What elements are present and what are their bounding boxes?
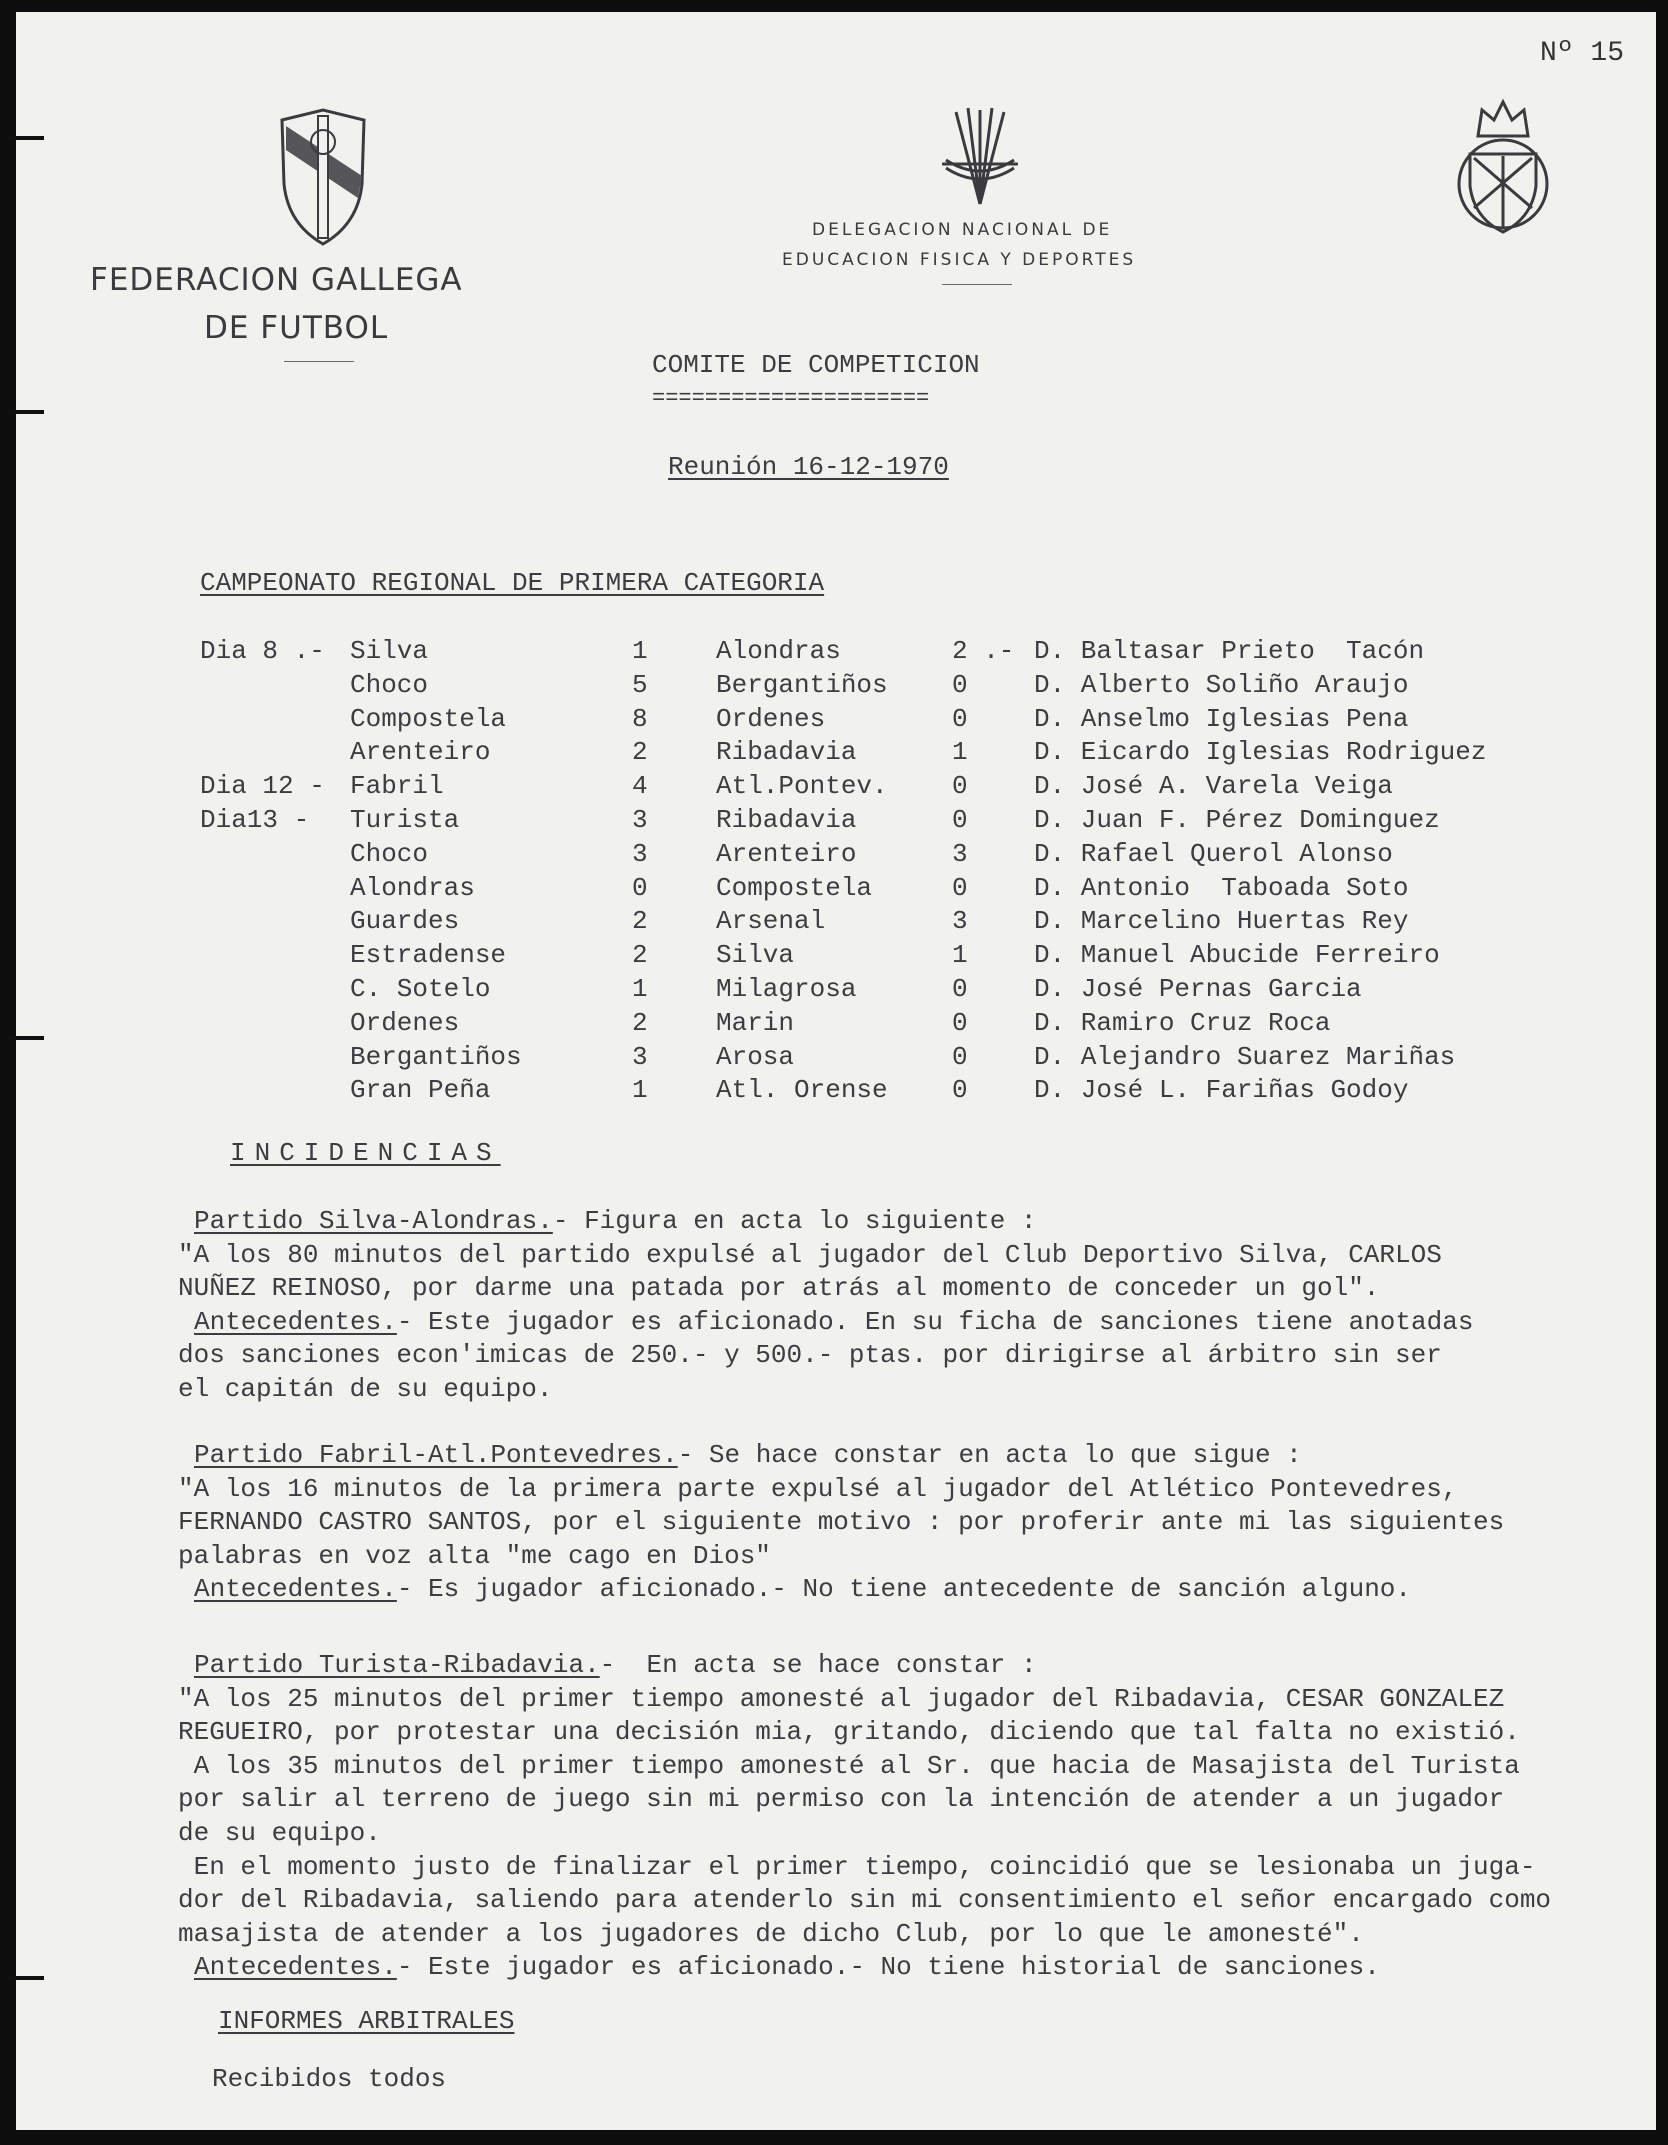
result-home-score: 2: [632, 737, 648, 768]
result-home-team: Fabril: [350, 771, 444, 802]
result-away-team: Bergantiños: [716, 669, 888, 700]
federation-name: FEDERACION GALLEGA: [90, 262, 463, 298]
incident-text-line: FERNANDO CASTRO SANTOS, por el siguiente motivo : por proferir ante mi las siguientes: [178, 1507, 1505, 1538]
result-away-score: 1: [952, 737, 968, 768]
result-home-team: Choco: [350, 669, 429, 700]
crowned-crest-icon: [1452, 96, 1554, 240]
incident-intro: - Se hace constar en acta lo que sigue :: [677, 1440, 1302, 1470]
result-referee: D. Antonio Taboada Soto: [1034, 872, 1409, 903]
result-away-score: 0: [952, 1041, 968, 1072]
page-title: COMITE DE COMPETICION: [652, 350, 980, 380]
antecedentes-line: [194, 1574, 1411, 1604]
result-day: Dia 12 -: [200, 771, 325, 802]
result-referee: D. José A. Varela Veiga: [1034, 771, 1393, 802]
incident-text-line: A los 35 minutos del primer tiempo amonesté al Sr. que hacia de Masajista del Turista: [178, 1750, 1520, 1781]
result-away-score: 0: [952, 771, 968, 802]
result-away-score: 3: [952, 906, 968, 937]
incident-heading: Partido Silva-Alondras.: [194, 1206, 553, 1236]
result-referee: D. Ramiro Cruz Roca: [1034, 1007, 1331, 1038]
result-home-score: 5: [632, 669, 648, 700]
incident-intro: - Figura en acta lo siguiente :: [552, 1206, 1037, 1236]
result-home-score: 2: [632, 906, 648, 937]
incident-heading-line: [194, 1440, 1302, 1470]
result-away-team: Arosa: [716, 1041, 795, 1072]
result-away-team: Arsenal: [716, 906, 826, 937]
incident-intro: - En acta se hace constar :: [599, 1650, 1037, 1680]
result-home-team: Arenteiro: [350, 737, 491, 768]
incident-text-line: NUÑEZ REINOSO, por darme una patada por atrás al momento de conceder un gol".: [178, 1273, 1380, 1304]
result-away-team: Compostela: [716, 872, 873, 903]
header-divider: [942, 284, 1012, 285]
result-away-score: 0: [952, 974, 968, 1004]
incident-heading: Partido Fabril-Atl.Pontevedres.: [194, 1440, 678, 1470]
result-home-score: 1: [632, 636, 648, 666]
yoke-arrows-icon: [940, 104, 1020, 208]
result-away-team: Ordenes: [716, 703, 826, 734]
federation-shield-icon: [278, 106, 368, 248]
result-home-team: Alondras: [350, 872, 475, 903]
page-number: Nº 15: [1539, 38, 1624, 69]
result-away-score: 1: [952, 940, 968, 971]
incident-text-line: "A los 80 minutos del partido expulsé al jugador del Club Deportivo Silva, CARLOS: [178, 1239, 1442, 1270]
result-referee: D. Manuel Abucide Ferreiro: [1034, 940, 1440, 971]
result-home-team: Ordenes: [350, 1007, 460, 1038]
result-home-score: 3: [632, 1041, 648, 1072]
result-referee: D. Marcelino Huertas Rey: [1034, 906, 1409, 937]
result-away-team: Marin: [716, 1007, 795, 1038]
result-away-score: 0: [952, 872, 968, 903]
antecedentes-line: [194, 1307, 1473, 1337]
result-home-team: Compostela: [350, 703, 507, 734]
result-referee: D. Rafael Querol Alonso: [1034, 838, 1393, 869]
incident-text-line: dor del Ribadavia, saliendo para atenderlo sin mi consentimiento el señor encargado como: [178, 1885, 1552, 1916]
antecedentes-text: - Es jugador aficionado.- No tiene antecedente de sanción alguno.: [396, 1574, 1412, 1605]
result-referee: D. Juan F. Pérez Dominguez: [1034, 805, 1440, 835]
result-away-team: Atl.Pontev.: [716, 771, 888, 802]
result-home-score: 1: [632, 974, 648, 1004]
result-referee: D. Eicardo Iglesias Rodriguez: [1034, 737, 1487, 768]
result-away-score: 0: [952, 805, 968, 835]
result-referee: D. José L. Fariñas Godoy: [1034, 1075, 1409, 1106]
antecedentes-text: - Este jugador es aficionado.- No tiene historial de sanciones.: [396, 1952, 1380, 1983]
result-home-team: Bergantiños: [350, 1041, 522, 1072]
result-referee: D. Alberto Soliño Araujo: [1034, 669, 1409, 700]
antecedentes-line: [194, 1952, 1380, 1982]
federation-name-line2: DE FUTBOL: [204, 310, 389, 346]
result-home-team: Turista: [350, 805, 460, 835]
result-home-team: Guardes: [350, 906, 460, 937]
result-away-score: 0: [952, 1007, 968, 1038]
incident-text-line: REGUEIRO, por protestar una decisión mia, gritando, diciendo que tal falta no existió.: [178, 1717, 1520, 1748]
informes-title: INFORMES ARBITRALES: [218, 2006, 515, 2036]
result-home-team: C. Sotelo: [350, 974, 491, 1004]
incident-text-line: de su equipo.: [178, 1818, 381, 1848]
incident-text-line: masajista de atender a los jugadores de dicho Club, por lo que le amonesté".: [178, 1918, 1364, 1949]
result-away-team: Milagrosa: [716, 974, 857, 1004]
result-away-team: Silva: [716, 940, 795, 971]
delegation-name-line2: EDUCACION FISICA Y DEPORTES: [782, 250, 1137, 270]
result-referee: D. Anselmo Iglesias Pena: [1034, 703, 1409, 734]
result-referee: D. Alejandro Suarez Mariñas: [1034, 1041, 1456, 1072]
antecedentes-label: Antecedentes.: [194, 1952, 397, 1983]
incident-heading-line: [194, 1206, 1037, 1236]
antecedentes-label: Antecedentes.: [194, 1574, 397, 1605]
result-away-score: 3: [952, 838, 968, 869]
incident-heading-line: [194, 1650, 1037, 1680]
binder-mark: [8, 1976, 44, 1980]
result-away-score: 0: [952, 703, 968, 734]
binder-mark: [8, 410, 44, 414]
competition-title: CAMPEONATO REGIONAL DE PRIMERA CATEGORIA: [200, 568, 825, 598]
result-home-score: 3: [632, 805, 648, 835]
result-away-score: 2 .-: [952, 636, 1015, 666]
result-home-team: Estradense: [350, 940, 507, 971]
result-away-team: Ribadavia: [716, 805, 857, 835]
antecedentes-label: Antecedentes.: [194, 1306, 397, 1337]
result-home-score: 3: [632, 838, 648, 869]
result-home-team: Choco: [350, 838, 429, 869]
result-away-score: 0: [952, 669, 968, 700]
result-home-score: 8: [632, 703, 648, 734]
result-home-score: 2: [632, 940, 648, 971]
result-home-team: Silva: [350, 636, 429, 666]
result-home-team: Gran Peña: [350, 1075, 491, 1106]
incidencias-title: INCIDENCIAS: [230, 1138, 501, 1168]
antecedentes-line: el capitán de su equipo.: [178, 1374, 553, 1404]
result-home-score: 0: [632, 872, 648, 903]
result-away-team: Alondras: [716, 636, 841, 666]
result-referee: D. José Pernas Garcia: [1034, 974, 1362, 1004]
result-away-team: Atl. Orense: [716, 1075, 888, 1106]
binder-mark: [8, 136, 44, 140]
incident-text-line: "A los 16 minutos de la primera parte expulsé al jugador del Atlético Pontevedres,: [178, 1473, 1458, 1504]
antecedentes-line: dos sanciones econ'imicas de 250.- y 500.- ptas. por dirigirse al árbitro sin ser: [178, 1340, 1442, 1371]
result-home-score: 2: [632, 1007, 648, 1038]
incident-text-line: palabras en voz alta "me cago en Dios": [178, 1540, 771, 1571]
result-day: Dia13 -: [200, 805, 310, 835]
result-away-score: 0: [952, 1075, 968, 1106]
meeting-date: Reunión 16-12-1970: [668, 452, 949, 482]
result-referee: D. Baltasar Prieto Tacón: [1034, 636, 1425, 666]
result-home-score: 1: [632, 1075, 648, 1106]
delegation-name: DELEGACION NACIONAL DE: [812, 220, 1113, 240]
header-divider: [284, 361, 354, 362]
result-day: Dia 8 .-: [200, 636, 325, 666]
title-rule: =====================: [652, 386, 930, 411]
antecedentes-text: - Este jugador es aficionado. En su ficha de sanciones tiene anotadas: [396, 1306, 1474, 1337]
result-home-score: 4: [632, 771, 648, 802]
result-away-team: Ribadavia: [716, 737, 857, 768]
incident-text-line: por salir al terreno de juego sin mi permiso con la intención de atender a un jugador: [178, 1784, 1505, 1815]
result-away-team: Arenteiro: [716, 838, 857, 869]
incident-heading: Partido Turista-Ribadavia.: [194, 1650, 600, 1680]
informes-text: Recibidos todos: [212, 2064, 447, 2094]
binder-mark: [8, 1036, 44, 1040]
incident-text-line: En el momento justo de finalizar el primer tiempo, coincidió que se lesionaba un juga-: [178, 1851, 1536, 1882]
incident-text-line: "A los 25 minutos del primer tiempo amonesté al jugador del Ribadavia, CESAR GONZALEZ: [178, 1683, 1505, 1714]
